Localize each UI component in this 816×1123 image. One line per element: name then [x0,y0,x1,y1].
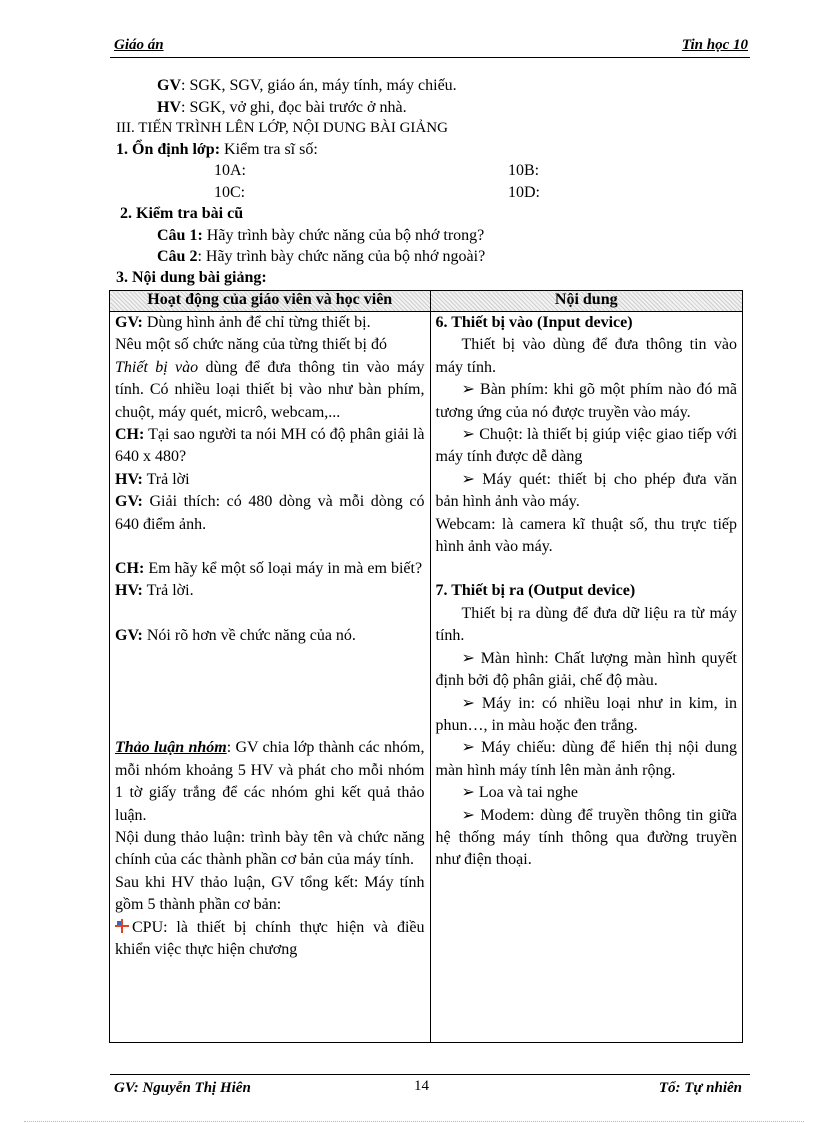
question-1-label: Câu 1: [157,227,203,244]
question-1 [157,227,484,245]
materials-hv [157,99,407,117]
gv-explanation: Giải thích: có 480 dòng và mỗi dòng có 640 điểm ảnh. [115,493,425,533]
kiem-tra-bai-cu: 2. Kiểm tra bài cũ [120,205,244,222]
activity-text: Nêu một số chức năng của từng thiết bị đó [115,336,387,354]
hv-label: HV: [115,470,143,488]
ch-question: Em hãy kể một số loại máy in mà em biết? [144,560,423,578]
footer-department: Tổ: Tự nhiên [658,1080,742,1096]
materials-gv [157,77,457,95]
list-item: Loa và tai nghe [478,784,578,802]
bullet-icon [115,919,129,933]
header-divider [110,57,750,58]
on-dinh-label: 1. Ổn định lớp: [116,141,221,158]
section-3-title: III. TIẾN TRÌNH LÊN LỚP, NỘI DUNG BÀI GIẢNG [116,120,448,136]
section-6-title: 6. Thiết bị vào (Input device) [435,314,633,331]
list-item: Máy in: có nhiều loại như in kim, in phun…, in màu hoặc đen trắng. [435,694,738,734]
noi-dung-bai-giang: 3. Nội dung bài giảng: [116,269,267,286]
arrow-icon: ➢ [461,739,475,757]
footer-divider [110,1074,750,1075]
list-item: Modem: dùng để truyền thông tin giữa hệ thống máy tính thông qua đường truyền như điện thoại. [435,806,738,869]
column-header-content: Nội dung [430,291,743,312]
question-2 [157,248,485,266]
table-row [110,312,743,1043]
question-2-text: : Hãy trình bày chức năng của bộ nhớ ngoài? [197,248,486,265]
input-device-term: Thiết bị vào [115,358,199,376]
gv-label: GV: [115,314,143,331]
gv-text: Dùng hình ảnh để chỉ từng thiết bị. [142,314,371,331]
lesson-table [109,290,743,1043]
activities-cell [110,312,431,1043]
group-discussion-text: : GV chia lớp thành các nhóm, mỗi nhóm khoảng 5 HV và phát cho mỗi nhóm 1 tờ giấy trắng để các nhóm ghi kết quả thảo luận. [115,739,425,824]
arrow-icon: ➢ [461,806,475,824]
list-item: Chuột: là thiết bị giúp việc giao tiếp với máy tính được dễ dàng [435,426,738,466]
cpu-text: CPU: là thiết bị chính thực hiện và điều khiển việc thực hiện chương [115,918,425,958]
ch-label: CH: [115,560,145,578]
arrow-icon: ➢ [461,381,475,399]
discussion-content: Nội dung thảo luận: trình bày tên và chức năng chính của các thành phần cơ bản của máy tính. [115,828,425,869]
arrow-icon: ➢ [461,426,475,444]
list-item: Bàn phím: khi gõ một phím nào đó mã tương ứng của nó được truyền vào máy. [435,381,738,421]
page-number: 14 [414,1078,429,1094]
webcam-text: Webcam: là camera kĩ thuật số, thu trực tiếp hình ảnh vào máy. [435,515,737,556]
arrow-icon: ➢ [461,784,475,802]
class-10d: 10D: [508,184,540,201]
class-10b: 10B: [508,162,540,179]
gv-text: Nói rõ hơn về chức năng của nó. [142,626,356,644]
column-header-activities: Hoạt động của giáo viên và học viên [110,291,431,312]
content-cell [430,312,743,1043]
arrow-icon: ➢ [461,470,475,488]
list-item: Màn hình: Chất lượng màn hình quyết định bởi độ phân giải, chế độ màu. [435,649,737,690]
gv-label: GV: [115,493,143,511]
content-column [436,312,738,872]
gv-label: GV: [115,626,143,644]
group-discussion-label: Thảo luận nhóm [115,739,227,757]
arrow-icon: ➢ [461,649,475,667]
section-6-intro: Thiết bị vào dùng để đưa thông tin vào máy tính. [435,336,737,376]
ch-label: CH: [115,426,145,444]
on-dinh-text: Kiểm tra sĩ số: [220,141,318,158]
page-edge [24,1121,804,1122]
hv-label: HV [157,99,181,116]
question-2-label: Câu 2 [157,248,198,265]
section-7-title: 7. Thiết bị ra (Output device) [435,582,636,600]
section-7-intro: Thiết bị ra dùng để đưa dữ liệu ra từ máy tính. [435,604,737,645]
gv-materials: : SGK, SGV, giáo án, máy tính, máy chiếu. [181,77,457,94]
activities-content [115,312,425,961]
list-item: Máy quét: thiết bị cho phép đưa văn bản hình ảnh vào máy. [435,470,738,511]
hv-materials: : SGK, vở ghi, đọc bài trước ở nhà. [181,99,407,116]
header-course: Tin học 10 [681,37,748,53]
class-10a: 10A: [214,162,246,179]
ch-question: Tại sao người ta nói MH có độ phân giải là 640 x 480? [115,426,425,466]
input-device-desc: dùng để đưa thông tin vào máy tính. Có nhiều loại thiết bị vào như bàn phím, chuột, máy quét, micrô, webcam,... [115,358,425,421]
arrow-icon: ➢ [461,694,475,712]
table-header-row [110,291,743,312]
header-subject: Giáo án [114,37,164,53]
hv-answer: Trả lời [142,470,190,488]
class-10c: 10C: [214,184,246,201]
gv-label: GV [157,77,181,94]
question-1-text: Hãy trình bày chức năng của bộ nhớ trong? [202,227,485,244]
hv-label: HV: [115,582,143,600]
hv-answer: Trả lời. [142,582,194,600]
on-dinh-lop [116,141,318,159]
list-item: Máy chiếu: dùng để hiển thị nội dung màn hình máy tính lên màn ảnh rộng. [435,739,738,779]
footer-teacher: GV: Nguyễn Thị Hiên [114,1080,251,1096]
summary-text: Sau khi HV thảo luận, GV tổng kết: Máy tính gồm 5 thành phần cơ bản: [115,873,425,914]
